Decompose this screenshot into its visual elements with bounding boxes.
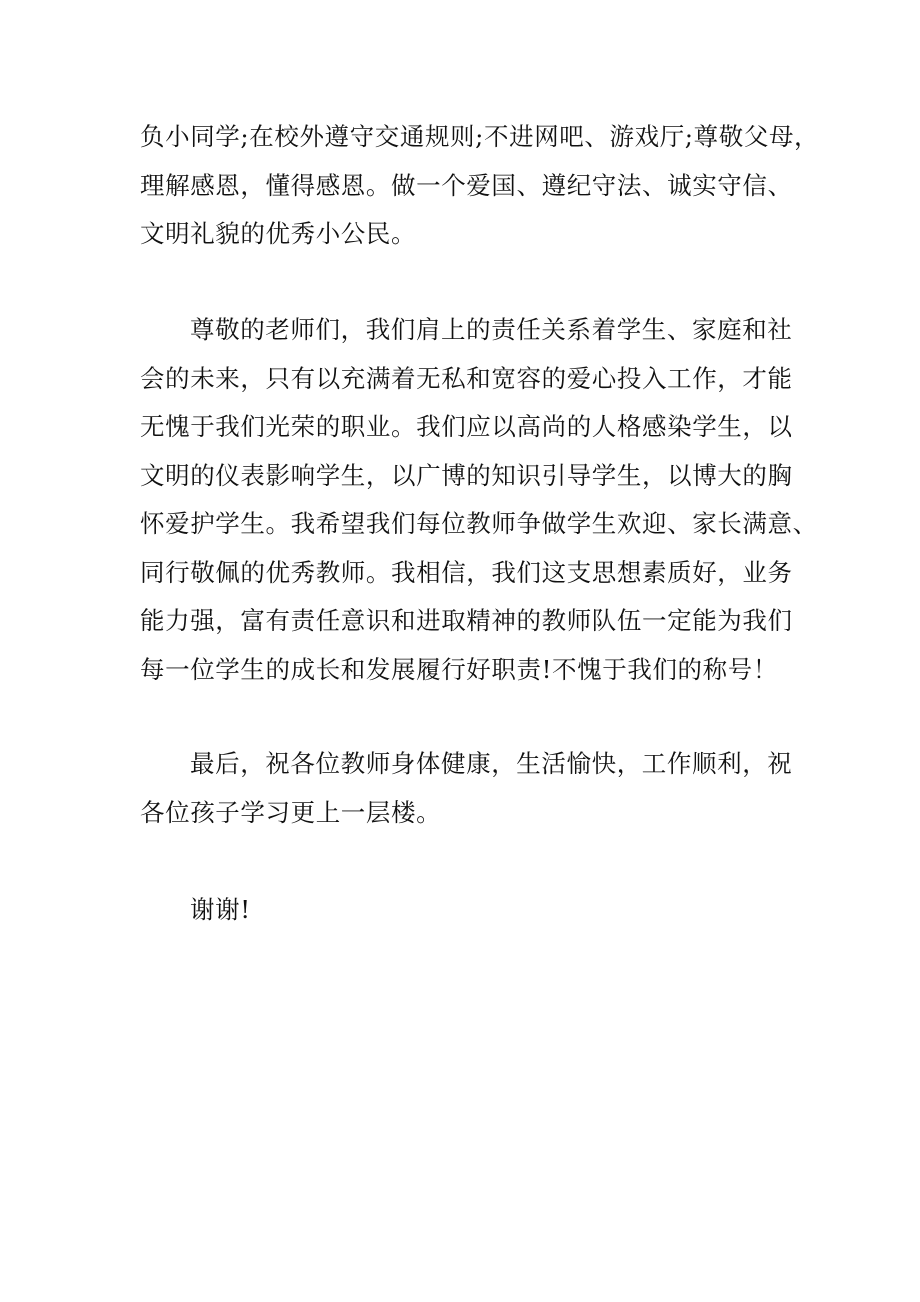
text-line: 负小同学;在校外遵守交通规则;不进网吧、游戏厅;尊敬父母， xyxy=(140,122,820,151)
text-line: 能力强，富有责任意识和进取精神的教师队伍一定能为我们 xyxy=(140,606,793,635)
text-line: 无愧于我们光荣的职业。我们应以高尚的人格感染学生，以 xyxy=(140,412,793,441)
text-line: 会的未来，只有以充满着无私和宽容的爱心投入工作，才能 xyxy=(140,363,793,393)
text-line: 文明的仪表影响学生，以广博的知识引导学生，以博大的胸 xyxy=(140,460,793,490)
paragraph-teachers xyxy=(140,306,818,694)
text-line: 同行敬佩的优秀教师。我相信，我们这支思想素质好，业务 xyxy=(140,557,793,587)
text-line: 怀爱护学生。我希望我们每位教师争做学生欢迎、家长满意、 xyxy=(140,509,818,538)
paragraph-thanks xyxy=(140,886,790,935)
text-line: 谢谢! xyxy=(190,895,251,924)
text-line: 每一位学生的成长和发展履行好职责!不愧于我们的称号！ xyxy=(140,654,778,684)
text-line: 理解感恩，懂得感恩。做一个爱国、遵纪守法、诚实守信、 xyxy=(140,170,793,200)
text-line: 各位孩子学习更上一层楼。 xyxy=(140,797,442,827)
paragraph-wishes xyxy=(140,740,793,837)
text-line: 文明礼貌的优秀小公民。 xyxy=(140,219,417,248)
text-line: 最后，祝各位教师身体健康，生活愉快，工作顺利，祝 xyxy=(190,749,793,778)
text-line: 尊敬的老师们，我们肩上的责任关系着学生、家庭和社 xyxy=(190,315,793,344)
paragraph-continuation xyxy=(140,113,820,259)
